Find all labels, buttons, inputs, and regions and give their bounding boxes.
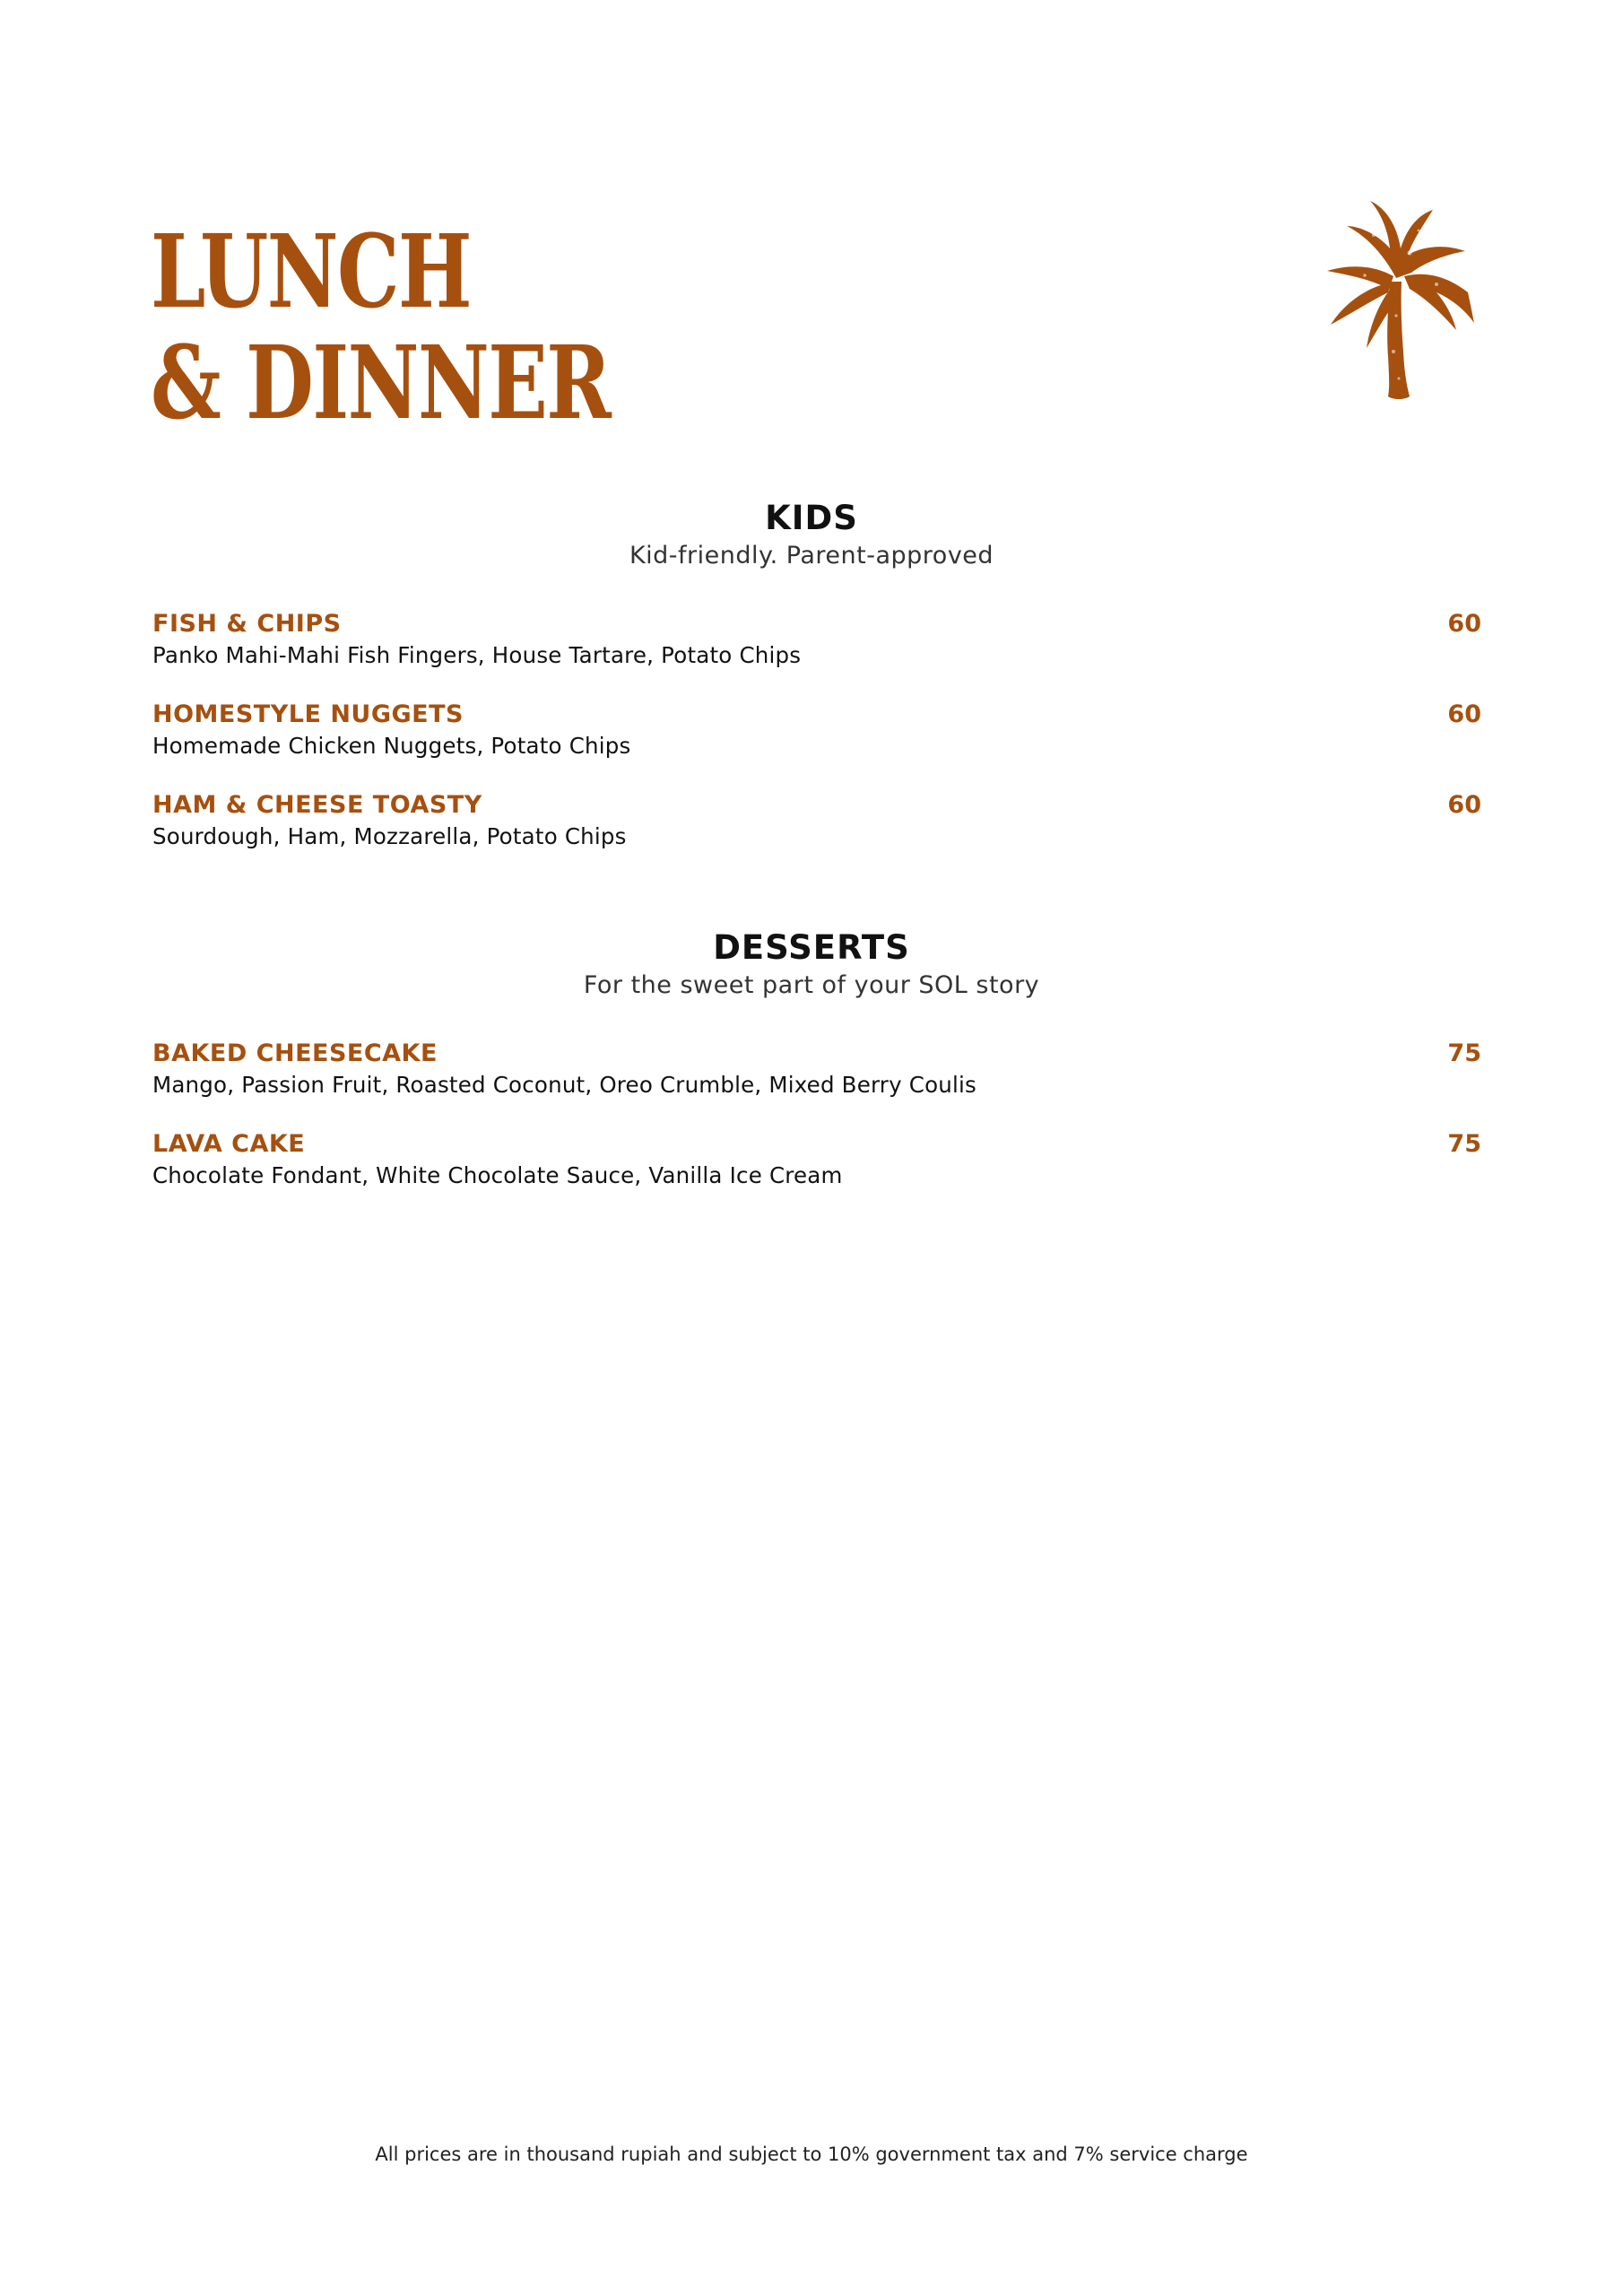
section-subtitle: For the sweet part of your SOL story [583,971,1040,1000]
item-price: 75 [1447,1130,1481,1158]
item-description: Mango, Passion Fruit, Roasted Coconut, Oreo Crumble, Mixed Berry Coulis [152,1072,976,1099]
item-price: 60 [1447,610,1481,638]
section-subtitle: Kid-friendly. Parent-approved [629,542,994,570]
item-description: Panko Mahi-Mahi Fish Fingers, House Tartare, Potato Chips [152,642,802,669]
menu-item [152,608,1481,670]
item-name: HAM & CHEESE TOASTY [152,791,482,819]
item-name: HOMESTYLE NUGGETS [152,700,464,728]
menu-item [152,1128,1481,1190]
price-footnote: All prices are in thousand rupiah and subject to 10% government tax and 7% service charge [375,2144,1248,2165]
section-desserts-header [0,928,1623,999]
item-description: Homemade Chicken Nuggets, Potato Chips [152,733,631,760]
item-price: 60 [1447,700,1481,728]
menu-item [152,789,1481,851]
item-name: LAVA CAKE [152,1130,306,1158]
item-price: 60 [1447,791,1481,819]
menu-title-line-2: & DINNER [151,325,611,442]
section-title: DESSERTS [713,928,910,967]
item-name: FISH & CHIPS [152,610,342,638]
menu-title [151,213,740,445]
section-title: KIDS [765,499,858,537]
item-price: 75 [1447,1039,1481,1067]
item-description: Chocolate Fondant, White Chocolate Sauce, Vanilla Ice Cream [152,1162,843,1189]
menu-item [152,1038,1481,1100]
menu-item [152,699,1481,761]
menu-title-line-1: LUNCH [151,213,471,331]
item-name: BAKED CHEESECAKE [152,1039,438,1067]
section-kids-header [0,499,1623,570]
item-description: Sourdough, Ham, Mozzarella, Potato Chips [152,823,627,850]
palm-tree-icon [1311,199,1481,405]
